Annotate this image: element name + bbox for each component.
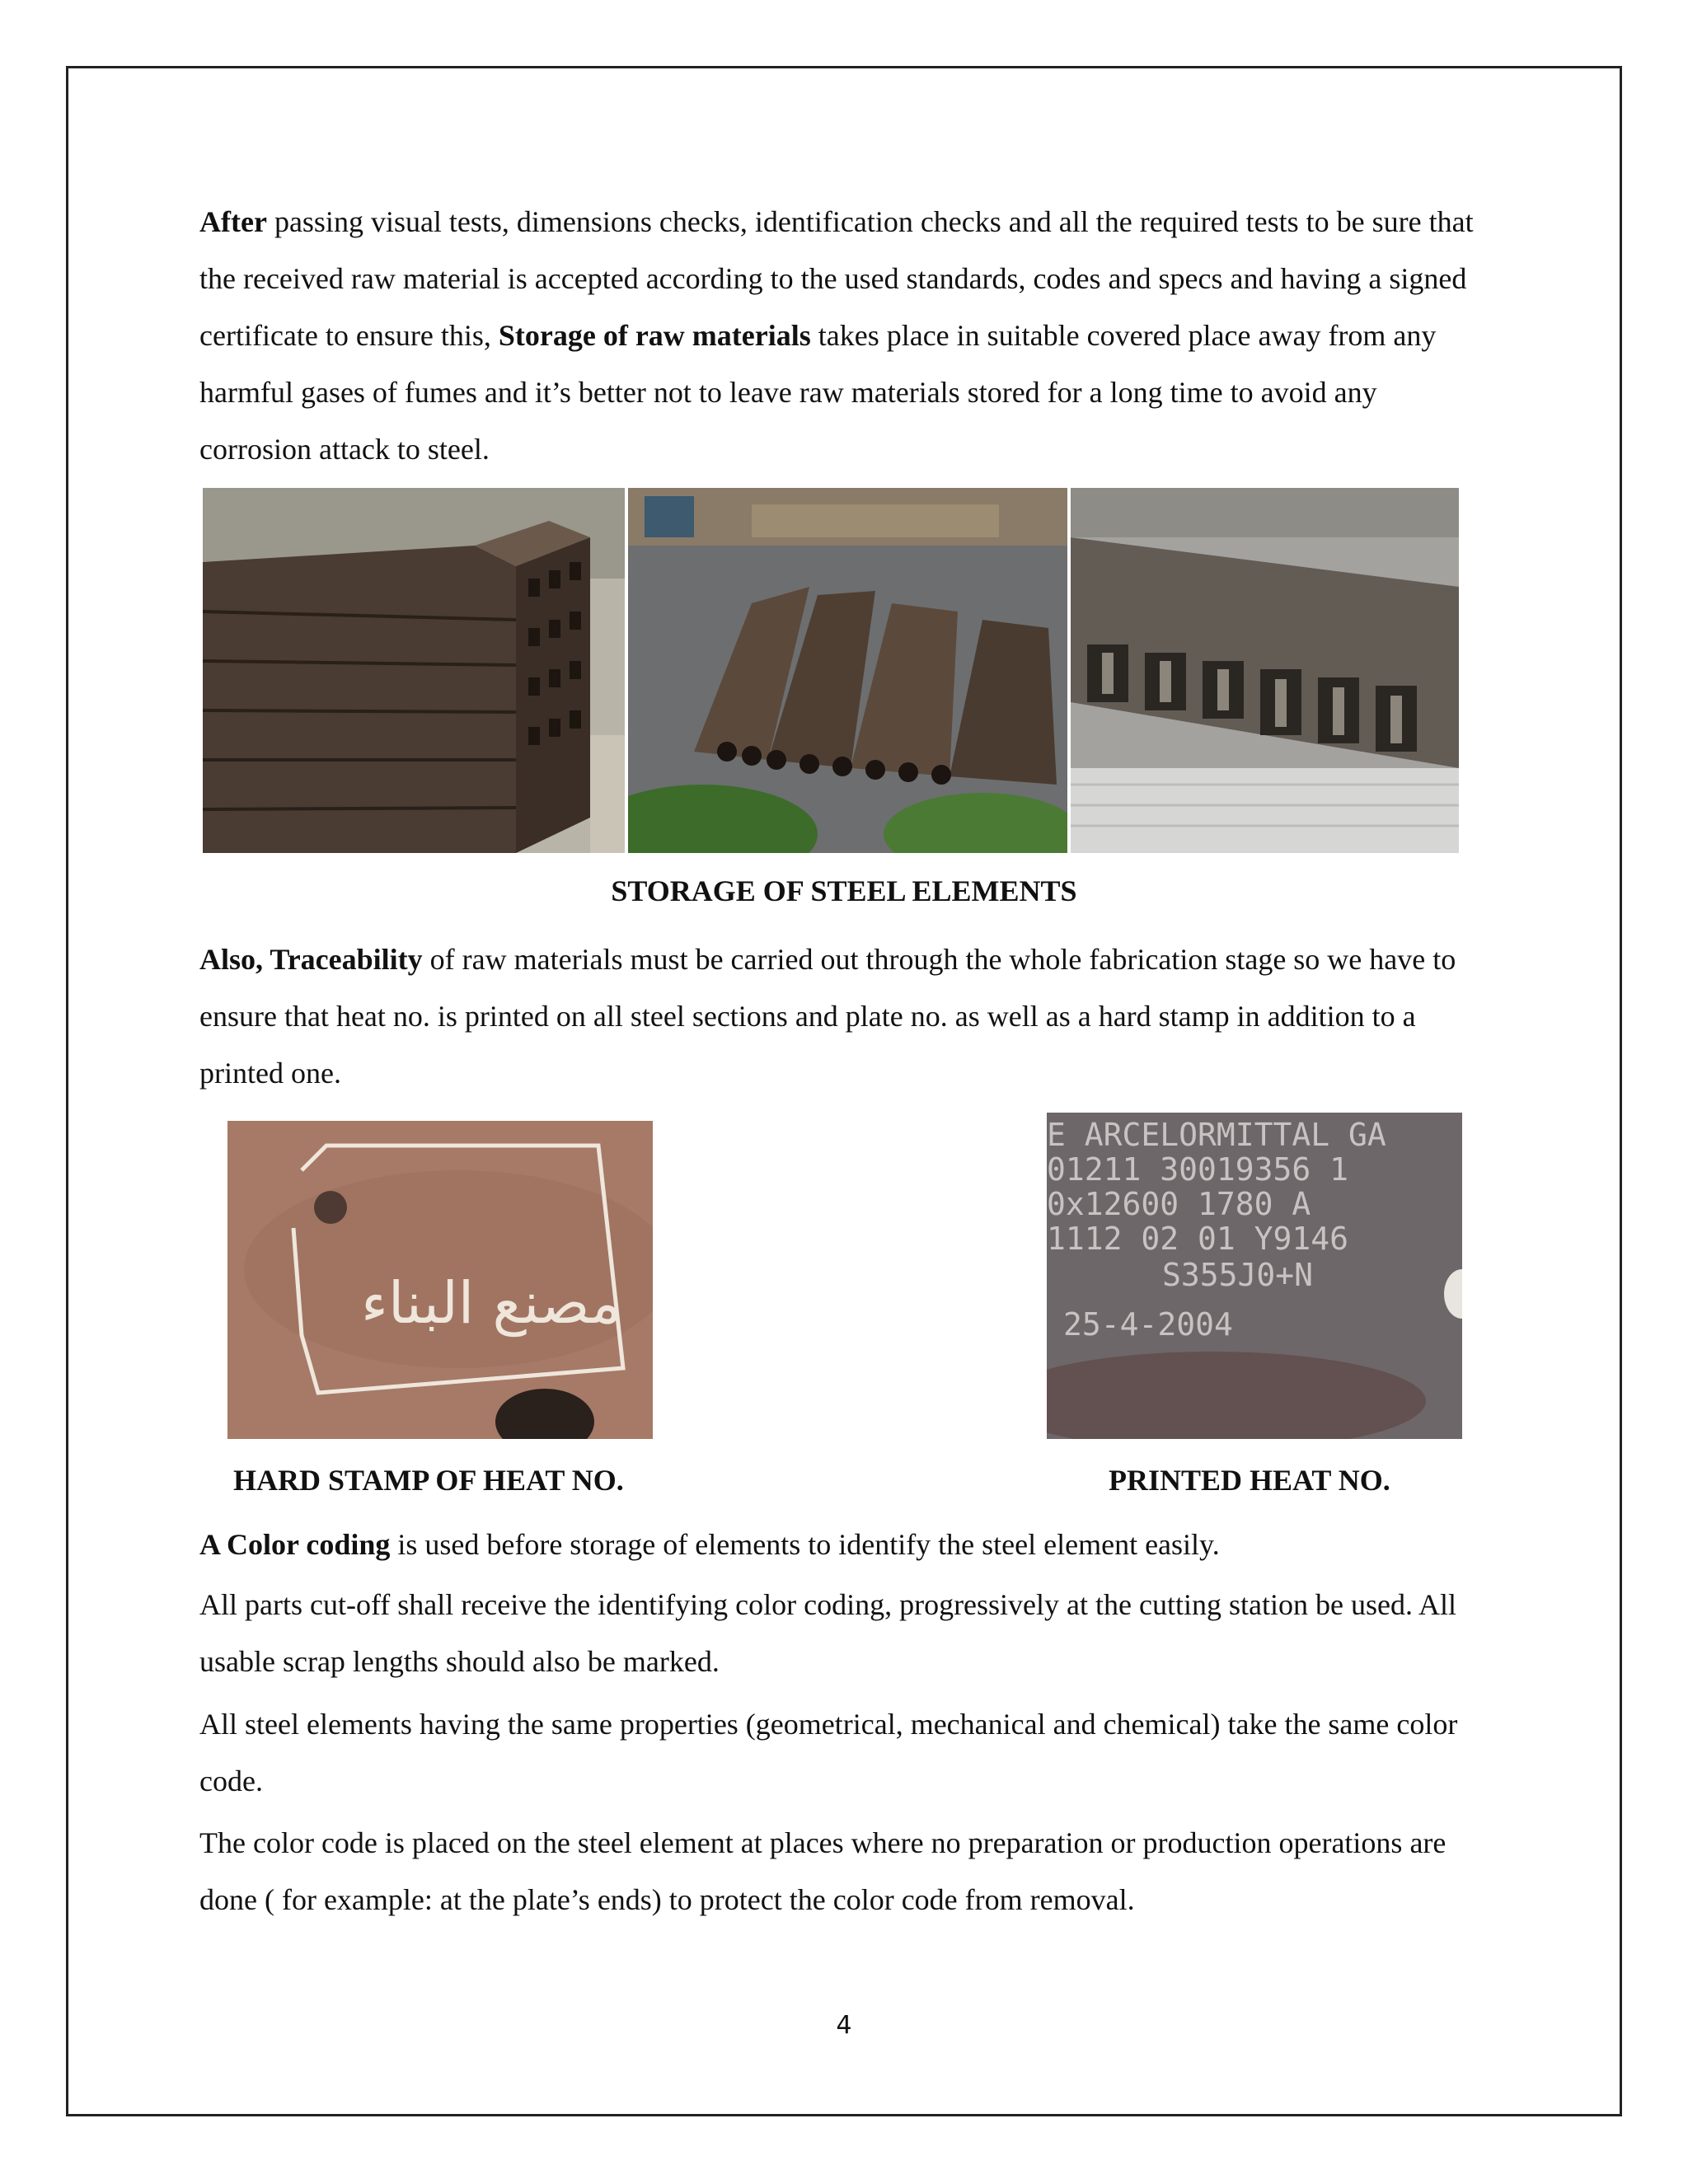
- printed-heat-photo: [1047, 1113, 1462, 1439]
- paragraph-cut-off-parts: All parts cut-off shall receive the identifying color coding, progressively at the cutting station be used. All usable scrap lengths should also be marked.: [199, 1588, 1456, 1678]
- paragraph1-text-a: passing visual tests, dimensions checks, identification checks and all the required tests to be sure that the received raw material is accepted according to the used standards, codes and specs and having a signed certificate to ensure this,: [199, 205, 1474, 352]
- bold-traceability: Also, Traceability: [199, 943, 423, 976]
- color-coding-text: is used before storage of elements to identify the steel element easily.: [390, 1528, 1220, 1561]
- paragraph-color-code-placement: The color code is placed on the steel element at places where no preparation or production operations are done ( for example: at the plate’s ends) to protect the color code from removal.: [199, 1826, 1447, 1916]
- storage-caption: STORAGE OF STEEL ELEMENTS: [611, 874, 1077, 907]
- storage-photo-hollow-sections: [203, 488, 625, 853]
- paragraph1-text-b: takes place in suitable covered place away from any harmful gases of fumes and it’s better not to leave raw materials stored for a long time to avoid any corrosion attack to steel.: [199, 319, 1437, 466]
- paragraph-traceability: [199, 931, 1493, 1102]
- paragraph-color-coding-intro: [199, 1516, 1493, 1573]
- paragraph2-text: of raw materials must be carried out through the whole fabrication stage so we have to ensure that heat no. is printed on all steel sections and plate no. as well as a hard stamp in addition to a printed one.: [199, 943, 1456, 1090]
- page-number: 4: [836, 2011, 852, 2040]
- paragraph-storage-intro: [199, 194, 1493, 478]
- printed-heat-caption: PRINTED HEAT NO.: [1109, 1464, 1390, 1497]
- heat-line-1: E ARCELORMITTAL GA: [1047, 1117, 1386, 1153]
- hard-stamp-marking: مصنع البناء: [360, 1269, 622, 1337]
- paragraph-same-properties: All steel elements having the same properties (geometrical, mechanical and chemical) take the same color code.: [199, 1708, 1458, 1797]
- storage-photo-pipe-yard: [628, 488, 1067, 853]
- bold-after: After: [199, 205, 267, 238]
- heat-line-4: 1112 02 01 Y9146: [1047, 1221, 1349, 1257]
- heat-line-3: 0x12600 1780 A: [1047, 1186, 1311, 1222]
- bold-color-coding: A Color coding: [199, 1528, 391, 1561]
- storage-photo-i-beams: [1071, 488, 1459, 853]
- hard-stamp-photo: [227, 1121, 653, 1439]
- hard-stamp-caption: HARD STAMP OF HEAT NO.: [233, 1464, 624, 1497]
- heat-line-5: S355J0+N: [1162, 1257, 1314, 1293]
- heat-line-6: 25-4-2004: [1063, 1306, 1233, 1343]
- heat-line-2: 01211 30019356 1: [1047, 1151, 1349, 1188]
- bold-storage-raw-materials: Storage of raw materials: [498, 319, 811, 352]
